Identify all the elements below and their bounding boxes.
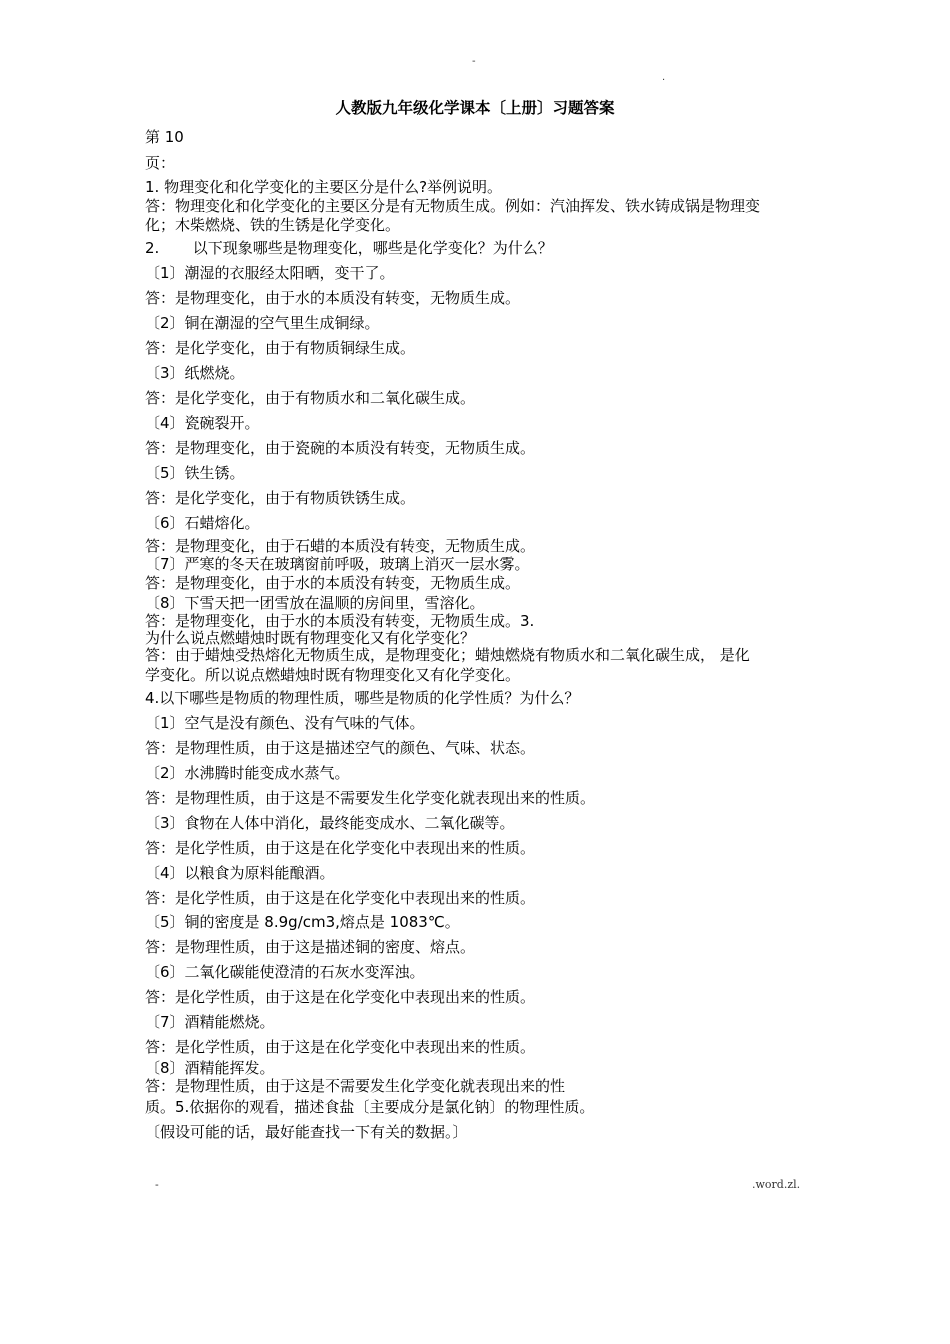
text-line: 答：是化学变化，由于有物质水和二氧化碳生成。: [145, 389, 476, 407]
footer-dash: -: [155, 1178, 159, 1191]
text-line: 答：物理变化和化学变化的主要区分是有无物质生成。例如：汽油挥发、铁水铸成锅是物理变: [145, 197, 761, 215]
text-line: 〔4〕以粮食为原料能酿酒。: [145, 864, 335, 882]
text-line: 答：是物理变化，由于石蜡的本质没有转变，无物质生成。: [145, 537, 536, 555]
text-line: 学变化。所以说点燃蜡烛时既有物理变化又有化学变化。: [145, 666, 521, 684]
text-line: 〔2〕水沸腾时能变成水蒸气。: [145, 764, 350, 782]
text-line: 答：是物理变化，由于瓷碗的本质没有转变，无物质生成。: [145, 439, 536, 457]
text-line: 〔1〕空气是没有颜色、没有气味的气体。: [145, 714, 425, 732]
text-line: 答：是化学性质，由于这是在化学变化中表现出来的性质。: [145, 839, 536, 857]
text-line: 答：是化学性质，由于这是在化学变化中表现出来的性质。: [145, 988, 536, 1006]
text-line: 4.以下哪些是物质的物理性质，哪些是物质的化学性质？为什么？: [145, 689, 580, 707]
text-line: 〔6〕二氧化碳能使澄清的石灰水变浑浊。: [145, 963, 425, 981]
text-line: 答：是化学变化，由于有物质铁锈生成。: [145, 489, 416, 507]
text-line: 答：是物理变化，由于水的本质没有转变，无物质生成。3.: [145, 612, 535, 630]
text-line: 〔5〕铁生锈。: [145, 464, 245, 482]
header-dot: .: [662, 72, 666, 83]
text-line: 答：是物理性质，由于这是描述铜的密度、熔点。: [145, 938, 476, 956]
text-line: 〔假设可能的话，最好能查找一下有关的数据。〕: [145, 1123, 468, 1141]
text-line: 2. 以下现象哪些是物理变化，哪些是化学变化？为什么？: [145, 239, 553, 257]
text-line: 质。5.依据你的观看，描述食盐〔主要成分是氯化钠〕的物理性质。: [145, 1098, 595, 1116]
text-line: 答：由于蜡烛受热熔化无物质生成，是物理变化；蜡烛燃烧有物质水和二氧化碳生成， 是化: [145, 646, 750, 664]
text-line: 1. 物理变化和化学变化的主要区分是什么?举例说明。: [145, 178, 503, 196]
text-line: 〔8〕酒精能挥发。: [145, 1059, 275, 1077]
document-body: [145, 126, 825, 1145]
text-line: 〔3〕纸燃烧。: [145, 364, 245, 382]
text-line: 答：是化学性质，由于这是在化学变化中表现出来的性质。: [145, 889, 536, 907]
text-line: 〔2〕铜在潮湿的空气里生成铜绿。: [145, 314, 380, 332]
text-line: 〔6〕石蜡熔化。: [145, 514, 260, 532]
text-line: 〔7〕严寒的冬天在玻璃窗前呼吸，玻璃上消灭一层水雾。: [145, 555, 530, 573]
text-line: 〔5〕铜的密度是 8.9g/cm3,熔点是 1083℃。: [145, 913, 460, 931]
text-line: 答：是物理变化，由于水的本质没有转变，无物质生成。: [145, 574, 521, 592]
text-line: 〔8〕下雪天把一团雪放在温顺的房间里，雪溶化。: [145, 594, 485, 612]
header-dash: -: [472, 56, 476, 67]
text-line: 答：是物理性质，由于这是描述空气的颜色、气味、状态。: [145, 739, 536, 757]
text-line: 为什么说点燃蜡烛时既有物理变化又有化学变化？: [145, 629, 476, 647]
text-line: 〔7〕酒精能燃烧。: [145, 1013, 275, 1031]
text-line: 化；木柴燃烧、铁的生锈是化学变化。: [145, 216, 401, 234]
text-line: 答：是物理性质，由于这是不需要发生化学变化就表现出来的性: [145, 1077, 566, 1095]
footer-source: .word.zl.: [752, 1178, 801, 1191]
text-line: 〔4〕瓷碗裂开。: [145, 414, 260, 432]
text-line: 〔3〕食物在人体中消化，最终能变成水、二氧化碳等。: [145, 814, 515, 832]
text-line: 答：是化学变化，由于有物质铜绿生成。: [145, 339, 416, 357]
text-line: 答：是物理性质，由于这是不需要发生化学变化就表现出来的性质。: [145, 789, 596, 807]
page-label-line: 页：: [145, 154, 176, 172]
text-line: 答：是物理变化，由于水的本质没有转变，无物质生成。: [145, 289, 521, 307]
page-label-line: 第 10: [145, 128, 184, 146]
text-line: 〔1〕潮湿的衣服经太阳晒，变干了。: [145, 264, 395, 282]
text-line: 答：是化学性质，由于这是在化学变化中表现出来的性质。: [145, 1038, 536, 1056]
document-title: 人教版九年级化学课本〔上册〕习题答案: [335, 99, 615, 117]
